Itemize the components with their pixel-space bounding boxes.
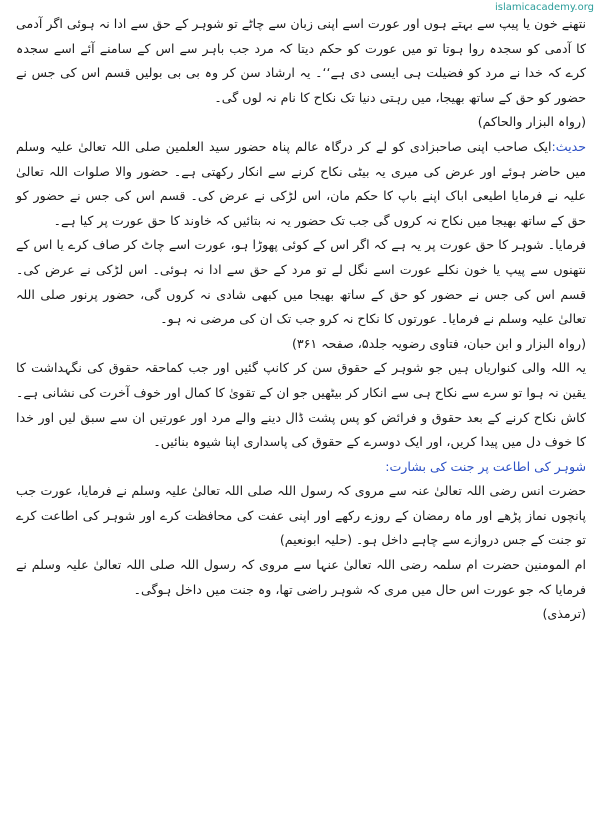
reference-tirmidhi: (ترمذی)	[542, 606, 586, 622]
paragraph-anas-hadith: حضرت انس رضی اللہ تعالیٰ عنہ سے مروی کہ رسول اللہ صلی اللہ تعالیٰ علیہ وسلم نے فرمایا، عورت جب پانچوں نماز پڑھے اور ماہ رمضان کے روزے رکھے اور اپنی عفت کی محافظت کرے اور شوہر کی اطاعت کرے تو جنت کے جس دروازے سے چاہے داخل ہو۔ (حلیہ ابونعیم)	[16, 483, 586, 548]
hadith-text: ایک صاحب اپنی صاحبزادی کو لے کر درگاہ عالم پناہ حضور سید العلمین صلی اللہ تعالیٰ علیہ وسلم میں حاضر ہوئے اور عرض کی میری یہ بیٹی نکاح کرنے سے انکار رکھتی ہے۔ حضور والا صلوات اللہ تعالیٰ علیہ نے فرمایا اطیعی اباک اپنے باپ کا حکم مان، اس لڑکی نے عرض کی۔ قسم اس کی جس نے حضور کو حق کے ساتھ بھیجا میں نکاح نہ کروں گی جب تک حضور یہ نہ بتائیں کہ خاوند کا حق عورت پر کیا ہے۔	[16, 138, 586, 228]
paragraph-hadith-daughter	[16, 135, 586, 233]
reference-fatawa-rizwiya: (رواہ البزار و ابن حبان، فتاوی رضویہ جلد۵، صفحہ ۳۶۱)	[291, 335, 586, 351]
reference-bazzar-hakim: (رواہ البزار والحاکم)	[477, 114, 586, 130]
article-body	[16, 12, 586, 627]
paragraph-commentary: یہ اللہ والی کنواریاں ہیں جو شوہر کے حقوق سن کر کانپ گئیں اور جب کماحقہ حقوق کی نگہداشت کا یقین نہ ہوا تو سرے سے نکاح ہی سے انکار کر بیٹھیں جو ان کے تقویٰ کا کمال اور خوف آخرت کی نشانی ہے۔ کاش نکاح کرنے کے بعد حقوق و فرائض کو پس پشت ڈال دینے والے مرد اور عورتیں ان سے سبق لیں اور خدا کا خوف دل میں پیدا کریں، اور ایک دوسرے کے حقوق کی پاسداری اپنا شیوہ بنائیں۔	[16, 360, 586, 450]
paragraph-husband-right: فرمایا۔ شوہر کا حق عورت پر یہ ہے کہ اگر اس کے کوئی پھوڑا ہو، عورت اسے چاٹ کر صاف کرے یا اس کے نتھنوں سے پیپ یا خون نکلے عورت اسے نگل لے تو مرد کے حق سے ادا نہ ہوئی۔ اس لڑکی نے عرض کی۔ قسم اس کی جس نے حضور کو حق کے ساتھ بھیجا میں کبھی شادی نہ کروں گی، حضور پرنور صلی اللہ تعالیٰ علیہ وسلم نے فرمایا۔ عورتوں کا نکاح نہ کرو جب تک ان کی مرضی نہ ہو۔	[16, 237, 586, 327]
watermark: islamicacademy.org	[495, 2, 594, 13]
hadith-label: حدیث:	[551, 138, 586, 154]
paragraph-umm-salama-hadith: ام المومنین حضرت ام سلمہ رضی اللہ تعالیٰ عنہا سے مروی کہ رسول اللہ صلی اللہ تعالیٰ علیہ وسلم نے فرمایا کہ جو عورت اس حال میں مری کہ شوہر راضی تھا، وہ جنت میں داخل ہوگی۔	[16, 557, 586, 597]
section-heading: شوہر کی اطاعت پر جنت کی بشارت:	[385, 458, 586, 474]
paragraph-hadith-continuation: نتھنے خون یا پیپ سے بہتے ہوں اور عورت اسے اپنی زبان سے چاٹے تو شوہر کے حق سے ادا نہ ہوئی اگر آدمی کا آدمی کو سجدہ روا ہوتا تو میں عورت کو حکم دیتا کہ مرد جب باہر سے اس کے سامنے آئے اسے سجدہ کرے کہ خدا نے مرد کو فضیلت ہی ایسی دی ہے‘‘۔ یہ ارشاد سن کر وہ بی بی بولیں قسم اس کی جس نے حضور کو حق کے ساتھ بھیجا، میں رہتی دنیا تک نکاح کا نام نہ لوں گی۔	[16, 16, 586, 105]
